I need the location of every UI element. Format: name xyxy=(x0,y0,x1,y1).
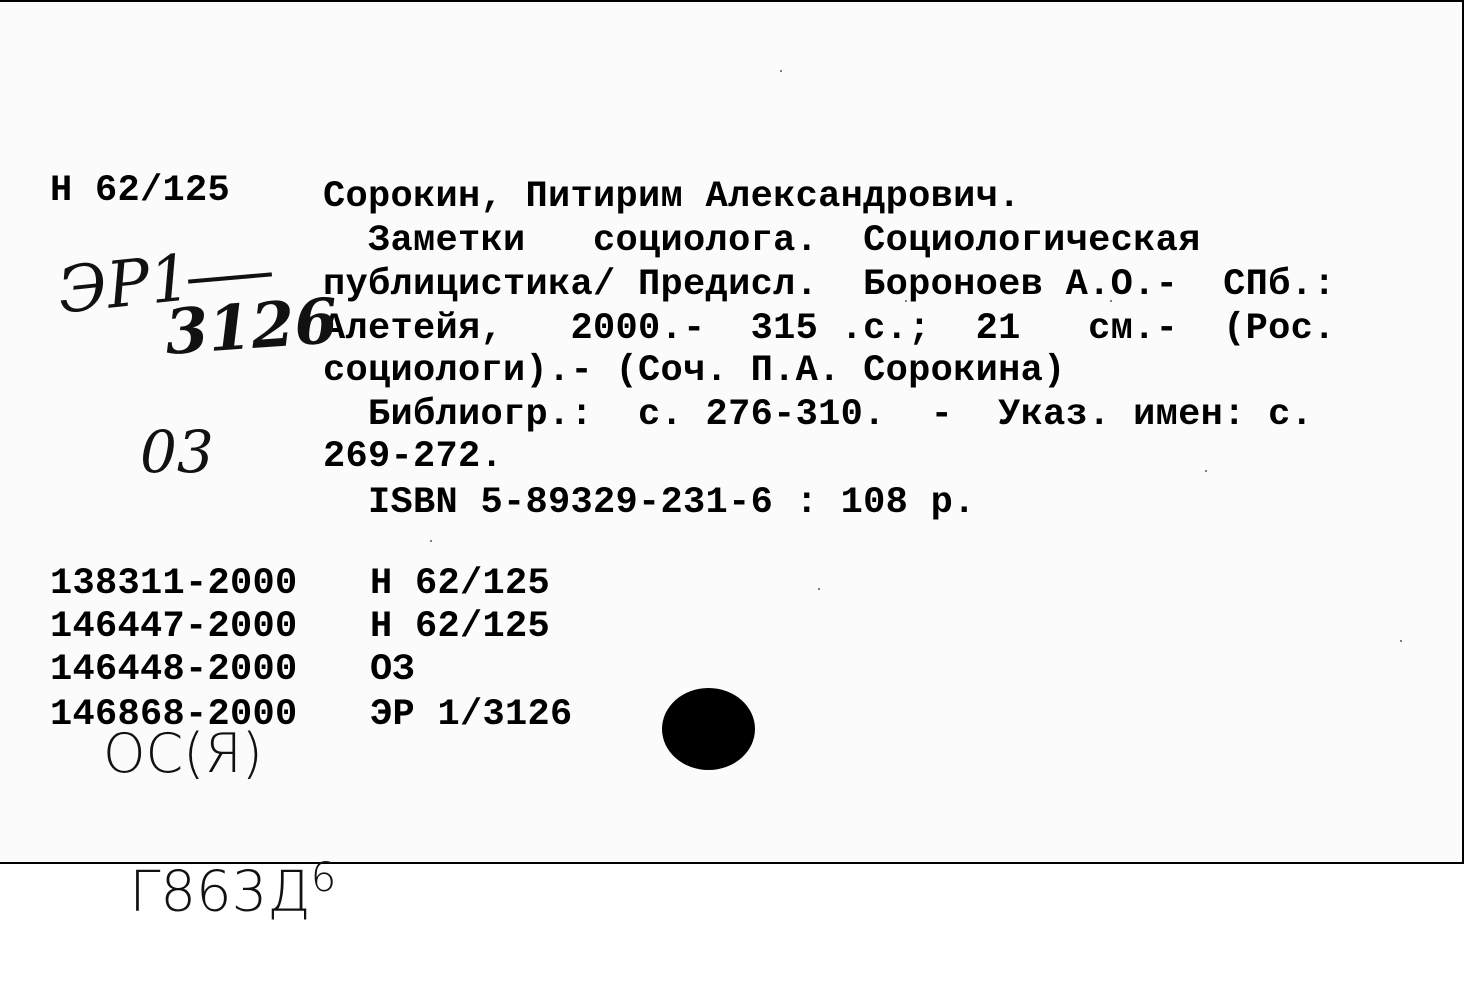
holding-location: ОЗ xyxy=(370,649,416,691)
paper-speck xyxy=(430,540,432,542)
notes-line: 269-272. xyxy=(323,436,504,478)
title-line: социологи).- (Соч. П.А. Сорокина) xyxy=(323,350,1066,392)
title-line: публицистика/ Предисл. Бороноев А.О.- СПб.: xyxy=(323,264,1336,306)
paper-speck xyxy=(780,70,782,72)
holding-location: Н 62/125 xyxy=(370,563,551,605)
punch-hole xyxy=(662,688,755,770)
handwritten-os-ya-mark: ОС(Я) xyxy=(103,722,263,785)
handwritten-oz-mark: 03 xyxy=(140,418,214,486)
classification-code: Г863Д xyxy=(129,859,311,925)
holding-inventory: 146448-2000 xyxy=(50,649,298,691)
holding-inventory: 146447-2000 xyxy=(50,606,298,648)
top-border xyxy=(0,0,1464,2)
handwritten-er-mark: ЭР1 xyxy=(54,241,195,329)
title-line: Алетейя, 2000.- 315 .с.; 21 см.- (Рос. xyxy=(323,308,1336,350)
isbn-line: ISBN 5-89329-231-6 : 108 р. xyxy=(323,482,976,524)
holding-inventory: 138311-2000 xyxy=(50,563,298,605)
title-line: Заметки социолога. Социологическая xyxy=(323,220,1201,262)
handwritten-classification xyxy=(58,790,336,990)
holding-location: Н 62/125 xyxy=(370,606,551,648)
paper-speck xyxy=(818,588,820,590)
paper-speck xyxy=(1205,470,1207,472)
author-heading: Сорокин, Питирим Александрович. xyxy=(323,176,1021,218)
shelfmark: Н 62/125 xyxy=(50,170,231,212)
paper-speck xyxy=(1400,640,1402,642)
notes-line: Библиогр.: с. 276-310. - Указ. имен: с. xyxy=(323,394,1314,436)
holding-location: ЭР 1/3126 xyxy=(370,694,573,736)
classification-sup: 6 xyxy=(310,855,337,901)
handwritten-fraction-bar xyxy=(188,272,272,283)
handwritten-er-number: 3126 xyxy=(162,284,340,369)
holding-inventory: 146868-2000 xyxy=(50,694,298,736)
